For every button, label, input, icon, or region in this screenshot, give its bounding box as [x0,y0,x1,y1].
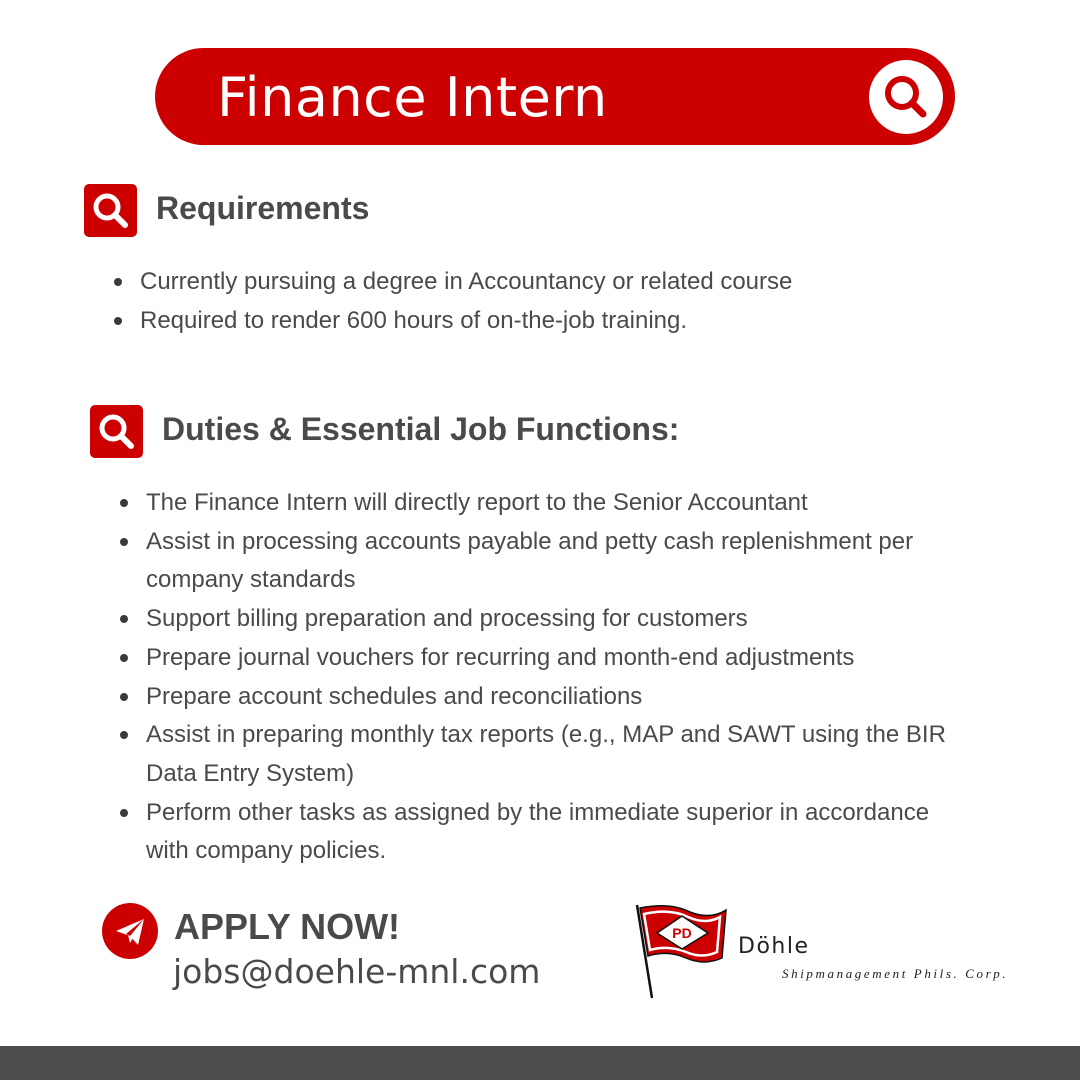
title-banner [155,48,955,145]
apply-email-link[interactable]: jobs@doehle-mnl.com [173,952,541,991]
duties-search-icon [90,405,143,458]
footer-bar [0,1046,1080,1080]
search-icon [869,60,943,134]
duties-heading: Duties & Essential Job Functions: [162,411,680,447]
requirements-heading: Requirements [156,190,370,226]
list-item: Required to render 600 hours of on-the-job training. [112,302,1012,341]
logo-name: Döhle [738,934,810,959]
list-item: Support billing preparation and processing for customers [118,600,968,639]
apply-now-heading: APPLY NOW! [174,906,401,947]
page-title: Finance Intern [217,66,608,129]
requirements-search-icon [84,184,137,237]
requirements-list [112,263,1012,340]
list-item: Perform other tasks as assigned by the immediate superior in accordance with company policies. [118,794,968,871]
list-item: Assist in processing accounts payable and petty cash replenishment per company standards [118,523,968,600]
flag-text: PD [672,925,692,941]
list-item: Prepare journal vouchers for recurring and month-end adjustments [118,639,968,678]
send-icon [102,903,158,959]
list-item: Currently pursuing a degree in Accountancy or related course [112,263,1012,302]
logo-subtitle: Shipmanagement Phils. Corp. [782,966,1009,981]
list-item: The Finance Intern will directly report to the Senior Accountant [118,484,968,523]
list-item: Assist in preparing monthly tax reports (e.g., MAP and SAWT using the BIR Data Entry System) [118,716,968,793]
duties-list [118,484,968,871]
company-logo [630,902,1050,1002]
list-item: Prepare account schedules and reconciliations [118,678,968,717]
